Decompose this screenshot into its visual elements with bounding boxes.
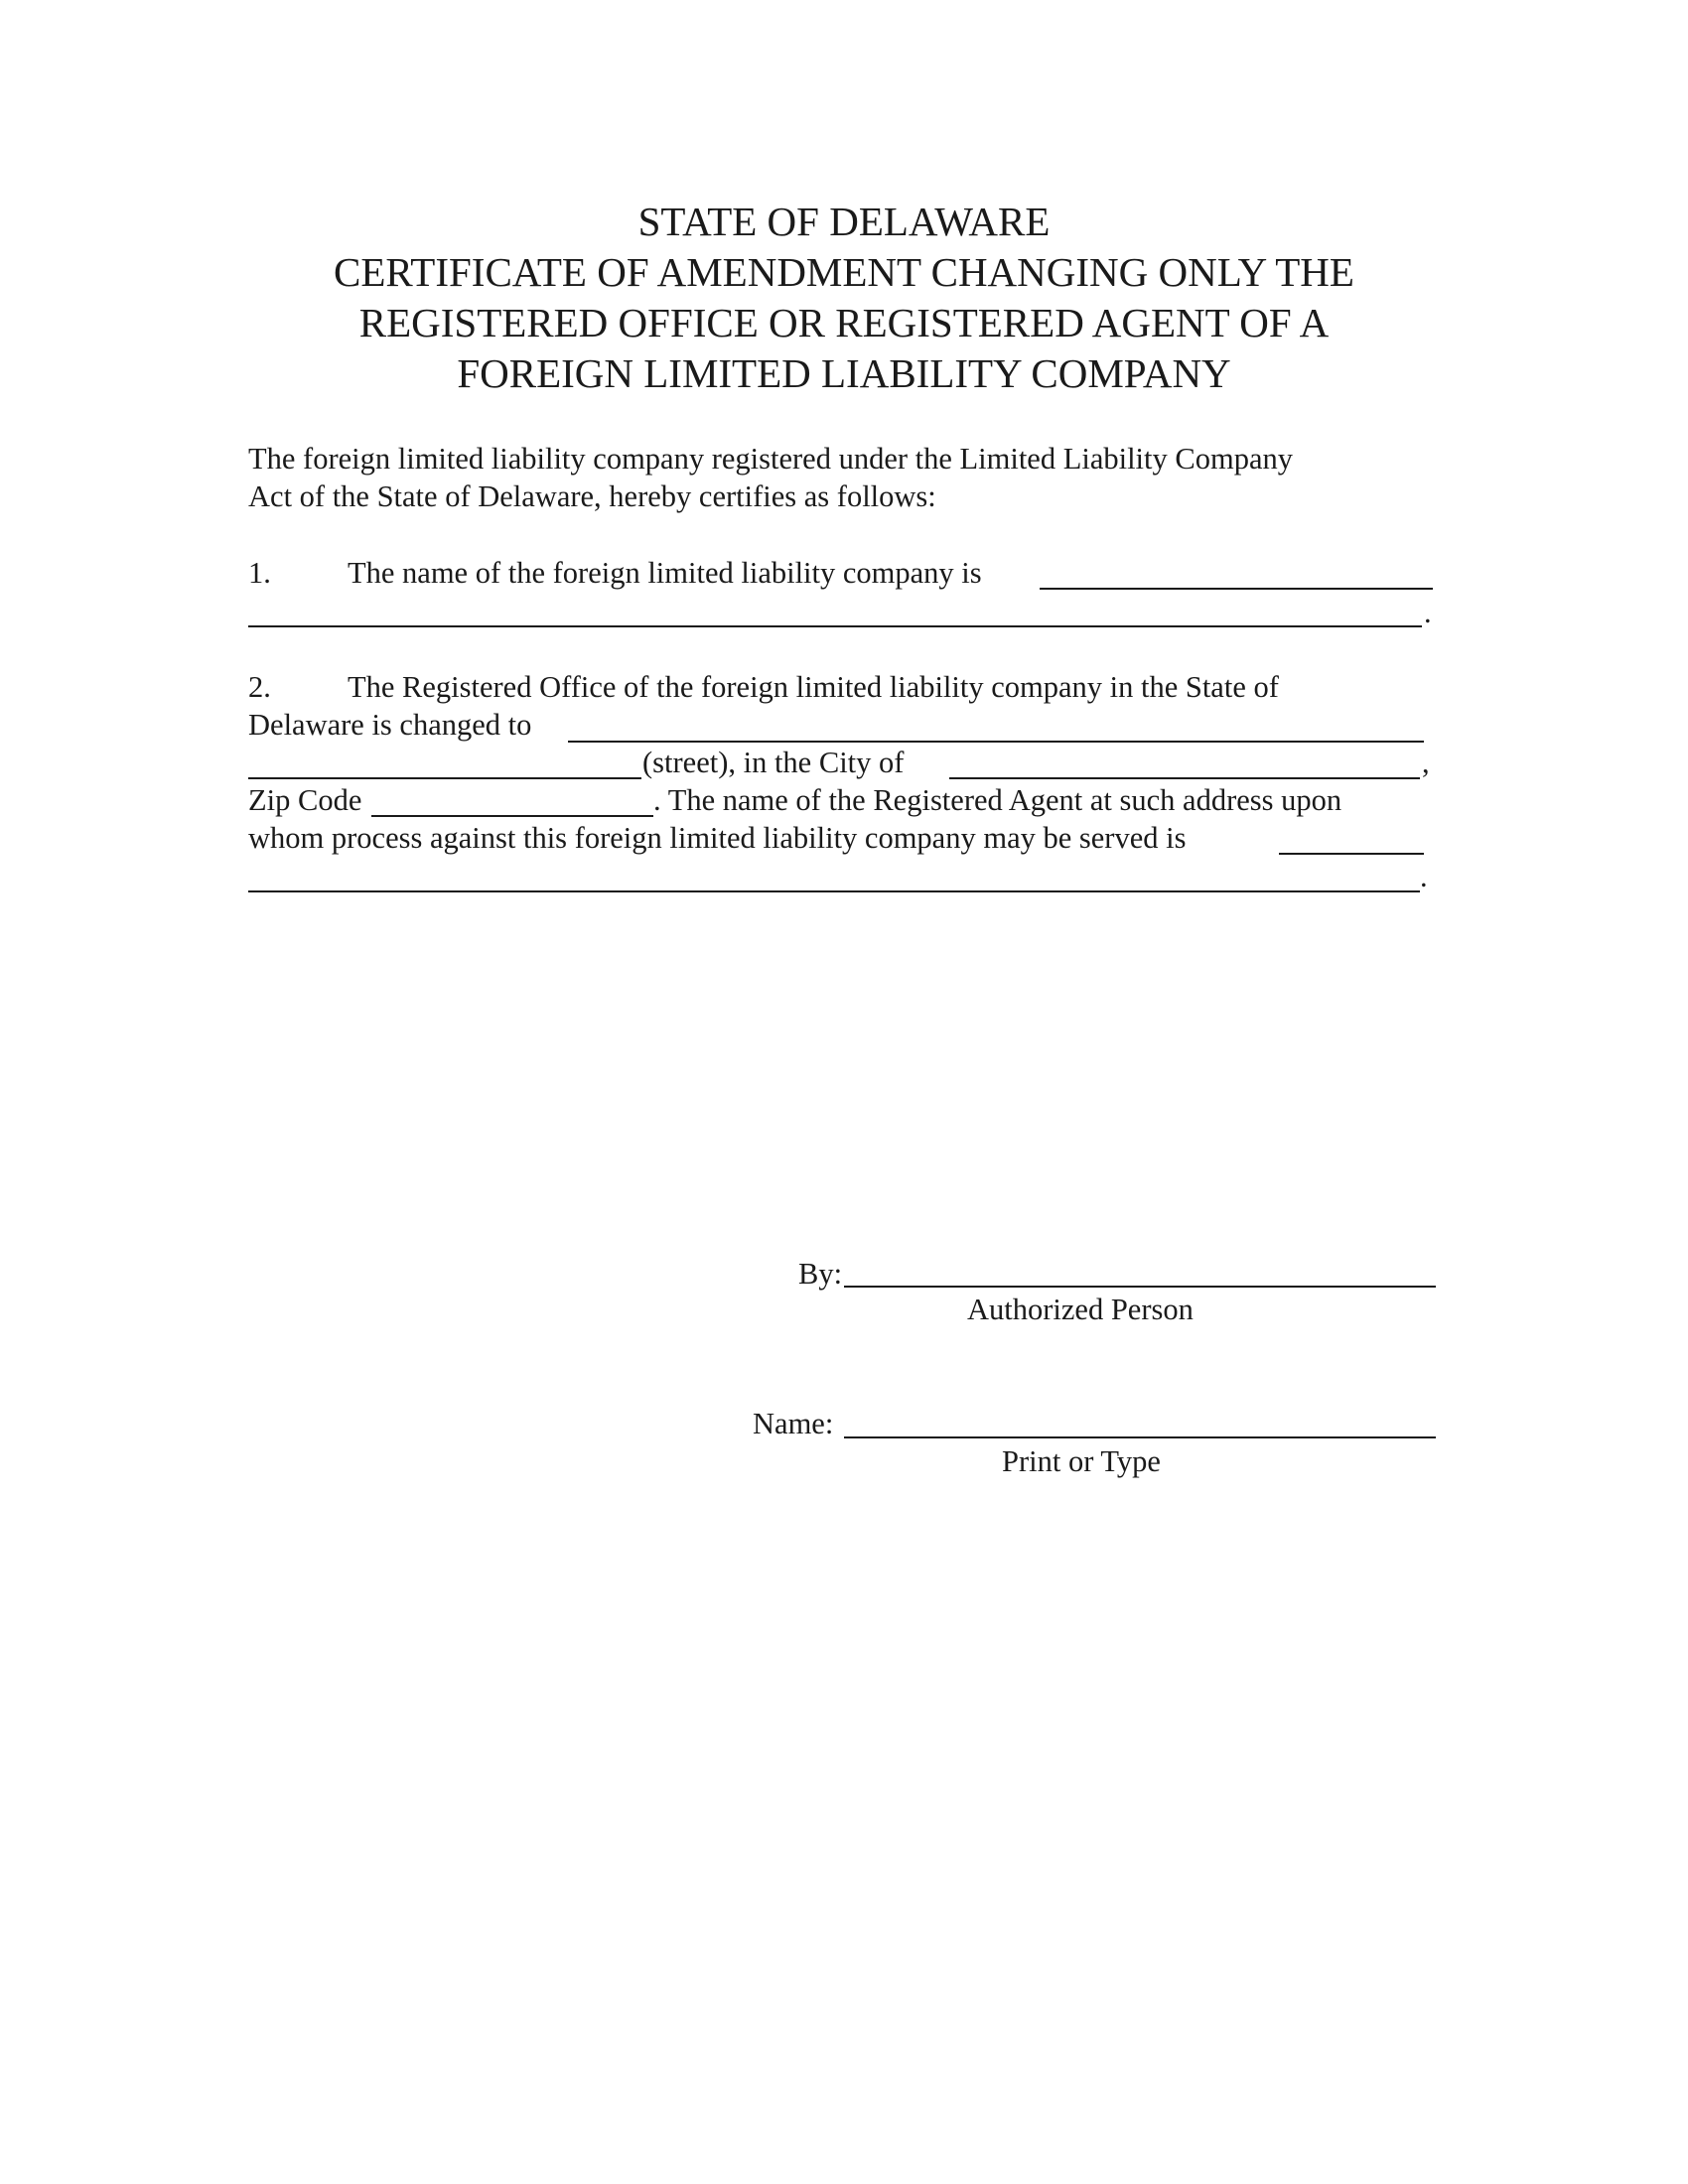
document-title xyxy=(0,197,1688,399)
authorized-person-signature-field[interactable] xyxy=(844,1286,1436,1288)
item-1-text: The name of the foreign limited liability company is xyxy=(348,556,982,590)
title-line-2: CERTIFICATE OF AMENDMENT CHANGING ONLY THE xyxy=(334,249,1354,295)
item-2-line-5: whom process against this foreign limited liability company may be served is xyxy=(248,821,1187,855)
item-2-line-2: Delaware is changed to xyxy=(248,708,532,742)
street-field[interactable] xyxy=(248,777,641,779)
title-line-4: FOREIGN LIMITED LIABILITY COMPANY xyxy=(457,350,1231,396)
registered-agent-field-continued[interactable] xyxy=(248,890,1420,892)
registered-agent-field[interactable] xyxy=(1279,853,1424,855)
intro-line-1: The foreign limited liability company registered under the Limited Liability Company xyxy=(248,442,1293,476)
zip-label: Zip Code xyxy=(248,783,362,817)
intro-line-2: Act of the State of Delaware, hereby certifies as follows: xyxy=(248,479,936,513)
item-1-number: 1. xyxy=(248,556,271,590)
name-caption: Print or Type xyxy=(1002,1444,1161,1478)
street-label: (street), in the City of xyxy=(642,746,905,779)
item-2-period: . xyxy=(1420,860,1428,893)
item-1-period: . xyxy=(1424,596,1432,629)
city-field[interactable] xyxy=(949,777,1420,779)
item-2-line-1: The Registered Office of the foreign limited liability company in the State of xyxy=(348,670,1279,704)
by-caption: Authorized Person xyxy=(967,1293,1194,1326)
name-label: Name: xyxy=(753,1407,834,1440)
by-label: By: xyxy=(798,1257,843,1291)
company-name-field[interactable] xyxy=(1040,588,1433,590)
title-line-1: STATE OF DELAWARE xyxy=(637,199,1051,244)
zip-code-field[interactable] xyxy=(371,815,653,817)
title-line-3: REGISTERED OFFICE OR REGISTERED AGENT OF A xyxy=(358,300,1330,345)
item-2-number: 2. xyxy=(248,670,271,704)
print-name-field[interactable] xyxy=(844,1436,1436,1438)
city-comma: , xyxy=(1422,746,1430,779)
registered-office-field[interactable] xyxy=(568,741,1424,743)
agent-text: . The name of the Registered Agent at such address upon xyxy=(653,783,1342,817)
company-name-field-continued[interactable] xyxy=(248,625,1422,627)
